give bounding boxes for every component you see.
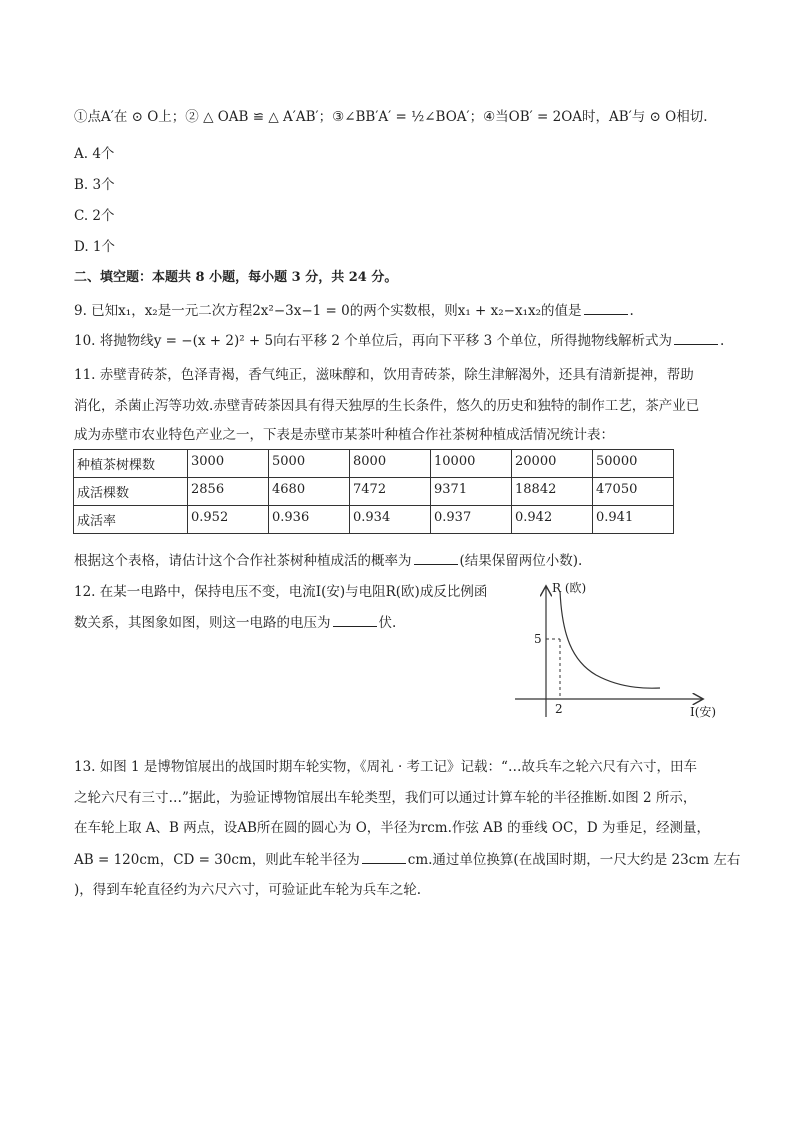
q13-line-4 [74,849,740,870]
q13-answer-blank[interactable] [362,849,406,864]
q12-line-1: 12. 在某一电路中，保持电压不变，电流I(安)与电阻R(欧)成反比例函 [74,584,488,600]
q12-line-2 [74,612,396,633]
table-cell: 50000 [593,450,674,478]
table-cell: 2856 [188,478,269,506]
y-axis-label: R (欧) [552,581,587,595]
option-c: C. 2个 [74,208,115,224]
q11-answer-blank[interactable] [414,550,458,565]
q10-answer-blank[interactable] [674,330,718,345]
table-cell: 7472 [350,478,431,506]
survival-table [73,449,674,534]
q12-text: 数关系，其图象如图，则这一电路的电压为 [74,615,331,631]
q11-line-2: 消化，杀菌止泻等功效.赤壁青砖茶因具有得天独厚的生长条件，悠久的历史和独特的制作工艺，茶产业已 [74,398,700,414]
option-d: D. 1个 [74,239,116,255]
table-cell: 0.952 [188,506,269,534]
table-cell: 20000 [512,450,593,478]
table-cell: 成活率 [74,506,188,534]
table-row [74,506,674,534]
q13-line-3: 在车轮上取 A、B 两点，设AB所在圆的圆心为 O，半径为rcm.作弦 AB 的垂线 OC，D 为垂足，经测量， [74,820,710,836]
q13-text: AB = 120cm，CD = 30cm，则此车轮半径为 [74,852,360,868]
table-cell: 0.936 [269,506,350,534]
x-axis-label: I(安) [690,705,717,719]
table-cell: 0.934 [350,506,431,534]
table-cell: 种植茶树棵数 [74,450,188,478]
q9 [74,300,634,321]
table-cell: 0.941 [593,506,674,534]
q8-statement: ①点A′在 ⊙ O上；② △ OAB ≌ △ A′AB′；③∠BB′A′ = ½∠BOA′；④当OB′ = 2OA时，AB′与 ⊙ O相切. [74,109,708,125]
q11-conclusion [74,550,582,571]
q9-answer-blank[interactable] [584,300,628,315]
table-cell: 5000 [269,450,350,478]
hyperbola-curve [560,591,660,688]
table-cell: 0.937 [431,506,512,534]
option-a: A. 4个 [74,146,115,162]
option-b: B. 3个 [74,177,115,193]
table-cell: 4680 [269,478,350,506]
q10-end: . [719,333,725,349]
inverse-proportion-graph [510,575,730,725]
q11-line-1: 11. 赤壁青砖茶，色泽青褐，香气纯正，滋味醇和，饮用青砖茶，除生津解渴外，还具有清新提神，帮助 [74,367,694,383]
q12-answer-blank[interactable] [333,612,377,627]
table-cell: 10000 [431,450,512,478]
q10 [74,330,724,351]
table-cell: 0.942 [512,506,593,534]
q12-end: 伏. [378,615,397,631]
q10-text: 10. 将抛物线y = −(x + 2)² + 5向右平移 2 个单位后，再向下平移 3 个单位，所得抛物线解析式为 [74,333,672,349]
q13-line-2: 之轮六尺有三寸…”据此，为验证博物馆展出车轮类型，我们可以通过计算车轮的半径推断.如图 2 所示， [74,790,697,806]
q13-text-continued: cm.通过单位换算(在战国时期，一尺大约是 23cm 左右 [407,852,741,868]
q13-line-1: 13. 如图 1 是博物馆展出的战国时期车轮实物，《周礼 · 考工记》记载：“…故兵车之轮六尺有六寸，田车 [74,759,697,775]
table-cell: 成活棵数 [74,478,188,506]
table-row [74,478,674,506]
table-cell: 3000 [188,450,269,478]
q13-line-5: )，得到车轮直径约为六尺六寸，可验证此车轮为兵车之轮. [74,882,422,898]
table-cell: 47050 [593,478,674,506]
table-cell: 8000 [350,450,431,478]
q9-text: 9. 已知x₁，x₂是一元二次方程2x²−3x−1 = 0的两个实数根，则x₁ + x₂−x₁x₂的值是 [74,303,582,319]
x-tick-label: 2 [555,702,563,716]
table-cell: 9371 [431,478,512,506]
section-title: 二、填空题：本题共 8 小题，每小题 3 分，共 24 分。 [74,270,398,285]
q11-conclusion-text: 根据这个表格，请估计这个合作社茶树种植成活的概率为 [74,553,412,569]
q11-line-3: 成为赤壁市农业特色产业之一，下表是赤壁市某茶叶种植合作社茶树种植成活情况统计表： [74,427,614,443]
q9-end: . [629,303,634,319]
table-cell: 18842 [512,478,593,506]
table-row [74,450,674,478]
y-tick-label: 5 [534,632,542,646]
q11-conclusion-end: (结果保留两位小数). [459,553,583,569]
